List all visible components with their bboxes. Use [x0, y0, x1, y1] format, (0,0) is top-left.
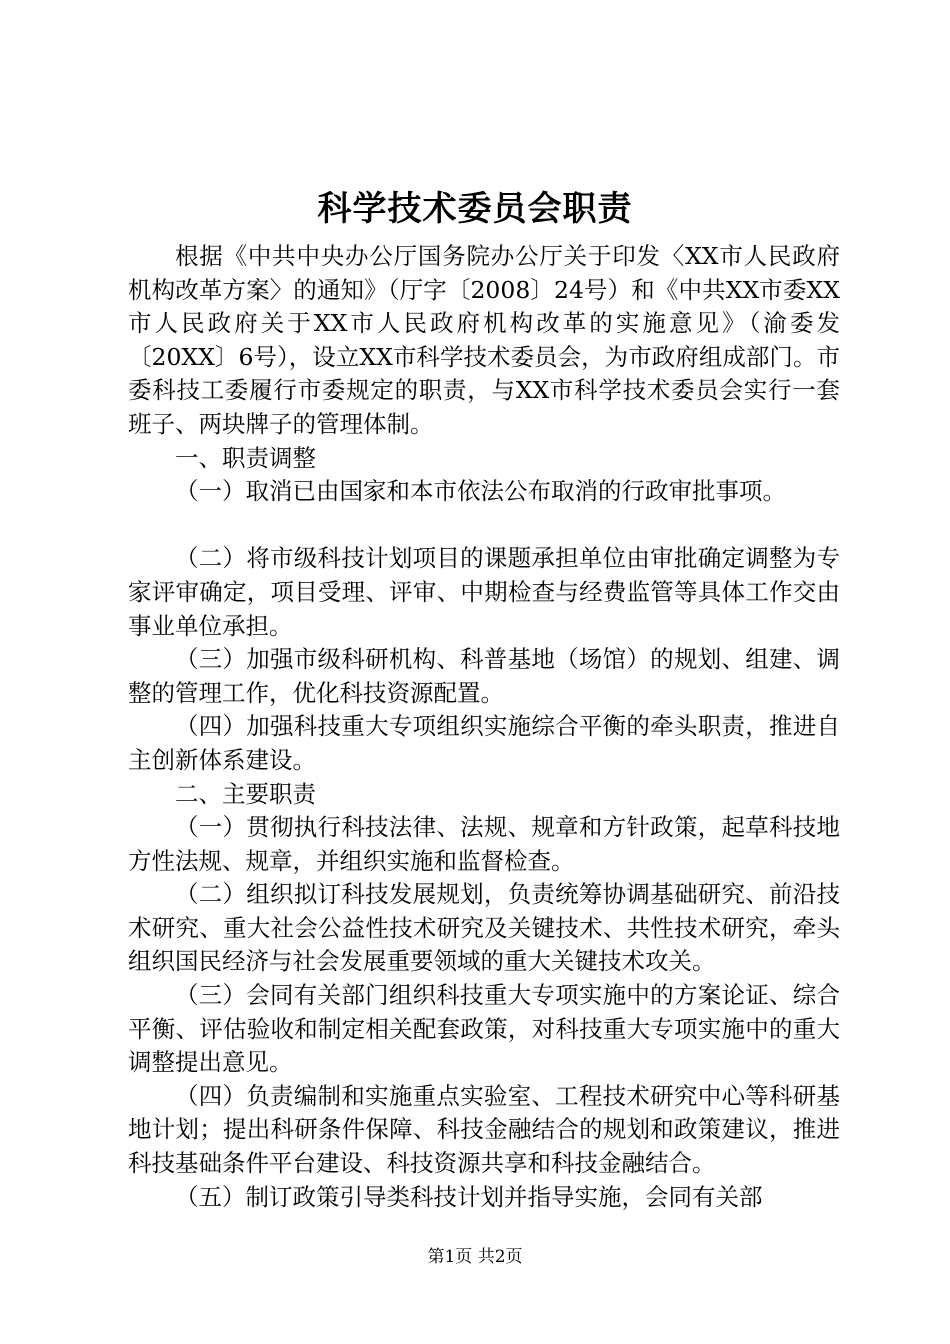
adjustment-item-1: （一）取消已由国家和本市依法公布取消的行政审批事项。 [175, 477, 786, 506]
duty-item-3: （三）会同有关部门组织科技重大专项实施中的方案论证、综合平衡、评估验收和制定相关配套政策，对科技重大专项实施中的重大调整提出意见。 [128, 981, 840, 1077]
intro-paragraph: 根据《中共中央办公厅国务院办公厅关于印发〈XX市人民政府机构改革方案〉的通知》（厅字〔2008〕24号）和《中共XX市委XX市人民政府关于XX市人民政府机构改革的实施意见》（渝委发〔20XX〕6号），设立XX市科学技术委员会，为市政府组成部门。市委科技工委履行市委规定的职责，与XX市科学技术委员会实行一套班子、两块牌子的管理体制。 [128, 242, 840, 438]
document-title: 科学技术委员会职责 [317, 189, 633, 229]
adjustment-item-4: （四）加强科技重大专项组织实施综合平衡的牵头职责，推进自主创新体系建设。 [128, 712, 840, 774]
adjustment-item-2: （二）将市级科技计划项目的课题承担单位由审批确定调整为专家评审确定，项目受理、评审、中期检查与经费监管等具体工作交由事业单位承担。 [128, 544, 840, 640]
duty-item-4: （四）负责编制和实施重点实验室、工程技术研究中心等科研基地计划；提出科研条件保障、科技金融结合的规划和政策建议，推进科技基础条件平台建设、科技资源共享和科技金融结合。 [128, 1081, 840, 1178]
duty-item-2: （二）组织拟订科技发展规划，负责统筹协调基础研究、前沿技术研究、重大社会公益性技术研究及关键技术、共性技术研究，牵头组织国民经济与社会发展重要领域的重大关键技术攻关。 [128, 880, 840, 976]
duty-item-1: （一）贯彻执行科技法律、法规、规章和方针政策，起草科技地方性法规、规章，并组织实施和监督检查。 [128, 813, 840, 875]
section-heading-adjustments: 一、职责调整 [175, 443, 316, 472]
adjustment-item-3: （三）加强市级科研机构、科普基地（场馆）的规划、组建、调整的管理工作，优化科技资源配置。 [128, 645, 840, 707]
section-heading-duties: 二、主要职责 [175, 779, 316, 808]
duty-item-5: （五）制订政策引导类科技计划并指导实施，会同有关部 [175, 1182, 763, 1211]
page-number-footer: 第1页 共2页 [427, 1247, 523, 1267]
document-body [128, 240, 840, 1214]
